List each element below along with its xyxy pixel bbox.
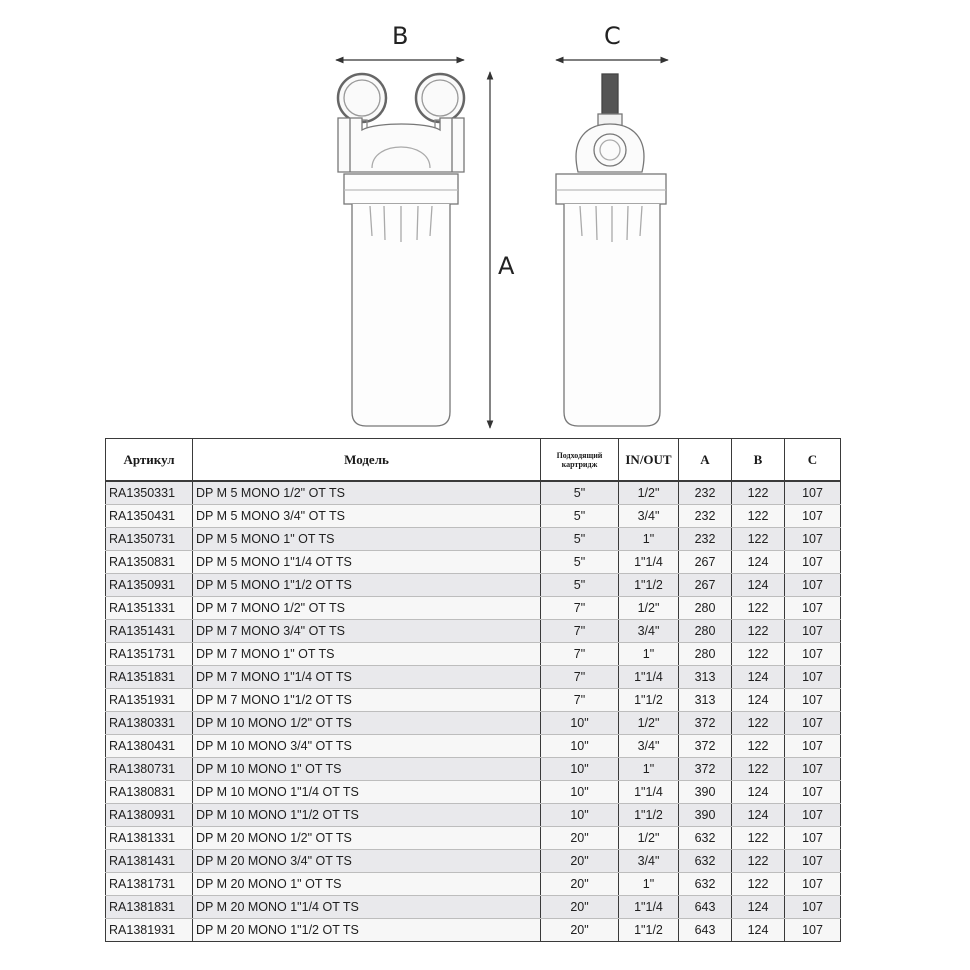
cell-model: DP M 5 MONO 3/4" OT TS <box>193 505 541 528</box>
table-row <box>106 551 841 574</box>
cell-c: 107 <box>785 620 841 643</box>
cell-b: 124 <box>732 574 785 597</box>
cell-in-out: 1" <box>619 758 679 781</box>
header-c: C <box>785 439 841 482</box>
cell-a: 313 <box>679 689 732 712</box>
cell-model: DP M 5 MONO 1/2" OT TS <box>193 481 541 505</box>
cell-model: DP M 5 MONO 1"1/4 OT TS <box>193 551 541 574</box>
cell-in-out: 1"1/4 <box>619 781 679 804</box>
cell-c: 107 <box>785 896 841 919</box>
cell-cartridge: 20" <box>541 919 619 942</box>
table-row <box>106 804 841 827</box>
cell-b: 122 <box>732 712 785 735</box>
cell-article: RA1351431 <box>106 620 193 643</box>
cell-cartridge: 10" <box>541 781 619 804</box>
cell-a: 267 <box>679 551 732 574</box>
cell-a: 232 <box>679 505 732 528</box>
dimension-a-label: A <box>498 252 515 280</box>
table-row <box>106 505 841 528</box>
specification-table <box>105 438 841 942</box>
cell-c: 107 <box>785 712 841 735</box>
table-row <box>106 597 841 620</box>
cell-cartridge: 5" <box>541 528 619 551</box>
cell-c: 107 <box>785 551 841 574</box>
cell-cartridge: 10" <box>541 804 619 827</box>
cell-a: 372 <box>679 712 732 735</box>
cell-b: 124 <box>732 919 785 942</box>
table-row <box>106 666 841 689</box>
cell-cartridge: 20" <box>541 827 619 850</box>
cell-cartridge: 10" <box>541 735 619 758</box>
cell-in-out: 1/2" <box>619 827 679 850</box>
cell-article: RA1380931 <box>106 804 193 827</box>
cell-c: 107 <box>785 873 841 896</box>
cell-model: DP M 20 MONO 1"1/4 OT TS <box>193 896 541 919</box>
cell-a: 232 <box>679 481 732 505</box>
table-row <box>106 643 841 666</box>
table-row <box>106 481 841 505</box>
cell-in-out: 3/4" <box>619 735 679 758</box>
cell-b: 122 <box>732 481 785 505</box>
table-row <box>106 574 841 597</box>
cell-cartridge: 7" <box>541 597 619 620</box>
cell-b: 122 <box>732 827 785 850</box>
cell-in-out: 1/2" <box>619 597 679 620</box>
cell-article: RA1380831 <box>106 781 193 804</box>
cell-cartridge: 5" <box>541 574 619 597</box>
cell-article: RA1351331 <box>106 597 193 620</box>
dimension-c-label: C <box>604 22 621 50</box>
table-row <box>106 873 841 896</box>
table-header-row <box>106 439 841 482</box>
table-row <box>106 896 841 919</box>
cell-cartridge: 20" <box>541 873 619 896</box>
dimension-b-label: B <box>392 22 409 50</box>
cell-b: 122 <box>732 735 785 758</box>
cell-in-out: 1/2" <box>619 481 679 505</box>
cell-article: RA1350831 <box>106 551 193 574</box>
cell-a: 632 <box>679 850 732 873</box>
cell-model: DP M 20 MONO 1" OT TS <box>193 873 541 896</box>
header-b: B <box>732 439 785 482</box>
cell-in-out: 3/4" <box>619 620 679 643</box>
table-row <box>106 712 841 735</box>
cell-c: 107 <box>785 758 841 781</box>
cell-b: 122 <box>732 850 785 873</box>
cell-article: RA1380331 <box>106 712 193 735</box>
table-row <box>106 850 841 873</box>
cell-c: 107 <box>785 781 841 804</box>
cell-c: 107 <box>785 804 841 827</box>
cell-in-out: 1"1/4 <box>619 666 679 689</box>
cell-a: 643 <box>679 896 732 919</box>
cell-a: 280 <box>679 597 732 620</box>
header-a: A <box>679 439 732 482</box>
cell-article: RA1351931 <box>106 689 193 712</box>
cell-b: 124 <box>732 896 785 919</box>
cell-article: RA1351731 <box>106 643 193 666</box>
cell-a: 267 <box>679 574 732 597</box>
cell-in-out: 1/2" <box>619 712 679 735</box>
cell-b: 122 <box>732 528 785 551</box>
cell-article: RA1350431 <box>106 505 193 528</box>
table-row <box>106 528 841 551</box>
header-model: Модель <box>193 439 541 482</box>
cell-c: 107 <box>785 528 841 551</box>
cell-a: 390 <box>679 781 732 804</box>
cell-article: RA1351831 <box>106 666 193 689</box>
table-row <box>106 689 841 712</box>
cell-article: RA1381931 <box>106 919 193 942</box>
cell-model: DP M 7 MONO 1/2" OT TS <box>193 597 541 620</box>
cell-b: 124 <box>732 551 785 574</box>
cell-a: 313 <box>679 666 732 689</box>
cell-model: DP M 10 MONO 1" OT TS <box>193 758 541 781</box>
cell-b: 122 <box>732 620 785 643</box>
cell-c: 107 <box>785 597 841 620</box>
cell-in-out: 1"1/4 <box>619 896 679 919</box>
cell-cartridge: 20" <box>541 850 619 873</box>
cell-c: 107 <box>785 850 841 873</box>
cell-c: 107 <box>785 643 841 666</box>
cell-model: DP M 10 MONO 1"1/2 OT TS <box>193 804 541 827</box>
cell-model: DP M 10 MONO 1"1/4 OT TS <box>193 781 541 804</box>
cell-b: 122 <box>732 643 785 666</box>
cell-cartridge: 7" <box>541 620 619 643</box>
cell-a: 372 <box>679 735 732 758</box>
cell-model: DP M 20 MONO 1/2" OT TS <box>193 827 541 850</box>
cell-in-out: 1"1/2 <box>619 804 679 827</box>
table-row <box>106 827 841 850</box>
cell-b: 122 <box>732 505 785 528</box>
cell-cartridge: 5" <box>541 551 619 574</box>
cell-model: DP M 5 MONO 1" OT TS <box>193 528 541 551</box>
cell-cartridge: 20" <box>541 896 619 919</box>
cell-b: 124 <box>732 666 785 689</box>
cell-model: DP M 20 MONO 3/4" OT TS <box>193 850 541 873</box>
cell-b: 124 <box>732 781 785 804</box>
cell-model: DP M 7 MONO 1"1/4 OT TS <box>193 666 541 689</box>
cell-b: 122 <box>732 873 785 896</box>
cell-article: RA1350931 <box>106 574 193 597</box>
cell-c: 107 <box>785 919 841 942</box>
cell-b: 124 <box>732 689 785 712</box>
cell-a: 280 <box>679 643 732 666</box>
cell-a: 643 <box>679 919 732 942</box>
cell-b: 122 <box>732 597 785 620</box>
table-row <box>106 781 841 804</box>
cell-cartridge: 5" <box>541 481 619 505</box>
header-cartridge: Подходящий картридж <box>541 439 619 482</box>
cell-cartridge: 7" <box>541 666 619 689</box>
cell-model: DP M 20 MONO 1"1/2 OT TS <box>193 919 541 942</box>
cell-article: RA1381331 <box>106 827 193 850</box>
cell-in-out: 1"1/2 <box>619 919 679 942</box>
cell-model: DP M 10 MONO 3/4" OT TS <box>193 735 541 758</box>
table-row <box>106 620 841 643</box>
cell-b: 124 <box>732 804 785 827</box>
cell-in-out: 1" <box>619 528 679 551</box>
table-row <box>106 758 841 781</box>
cell-in-out: 1"1/2 <box>619 689 679 712</box>
cell-in-out: 3/4" <box>619 850 679 873</box>
cell-a: 632 <box>679 827 732 850</box>
cell-model: DP M 5 MONO 1"1/2 OT TS <box>193 574 541 597</box>
table-row <box>106 919 841 942</box>
cell-in-out: 1"1/2 <box>619 574 679 597</box>
cell-a: 280 <box>679 620 732 643</box>
cell-in-out: 3/4" <box>619 505 679 528</box>
cell-model: DP M 10 MONO 1/2" OT TS <box>193 712 541 735</box>
cell-article: RA1381731 <box>106 873 193 896</box>
cell-in-out: 1" <box>619 873 679 896</box>
cell-article: RA1380731 <box>106 758 193 781</box>
cell-article: RA1350731 <box>106 528 193 551</box>
cell-c: 107 <box>785 666 841 689</box>
cell-model: DP M 7 MONO 1" OT TS <box>193 643 541 666</box>
cell-cartridge: 10" <box>541 712 619 735</box>
cell-in-out: 1" <box>619 643 679 666</box>
cell-a: 632 <box>679 873 732 896</box>
cell-article: RA1350331 <box>106 481 193 505</box>
cell-article: RA1381431 <box>106 850 193 873</box>
cell-a: 232 <box>679 528 732 551</box>
side-view <box>556 74 666 426</box>
cell-c: 107 <box>785 735 841 758</box>
cell-model: DP M 7 MONO 1"1/2 OT TS <box>193 689 541 712</box>
table-row <box>106 735 841 758</box>
cell-a: 390 <box>679 804 732 827</box>
cell-cartridge: 7" <box>541 689 619 712</box>
header-in-out: IN/OUT <box>619 439 679 482</box>
cell-article: RA1381831 <box>106 896 193 919</box>
cell-a: 372 <box>679 758 732 781</box>
cell-c: 107 <box>785 574 841 597</box>
cell-article: RA1380431 <box>106 735 193 758</box>
cell-c: 107 <box>785 827 841 850</box>
front-view <box>338 74 464 426</box>
header-article: Артикул <box>106 439 193 482</box>
cell-b: 122 <box>732 758 785 781</box>
cell-c: 107 <box>785 481 841 505</box>
cell-c: 107 <box>785 689 841 712</box>
cell-cartridge: 5" <box>541 505 619 528</box>
cell-model: DP M 7 MONO 3/4" OT TS <box>193 620 541 643</box>
cell-c: 107 <box>785 505 841 528</box>
filter-housing-drawing <box>0 0 970 436</box>
cell-in-out: 1"1/4 <box>619 551 679 574</box>
cell-cartridge: 7" <box>541 643 619 666</box>
cell-cartridge: 10" <box>541 758 619 781</box>
